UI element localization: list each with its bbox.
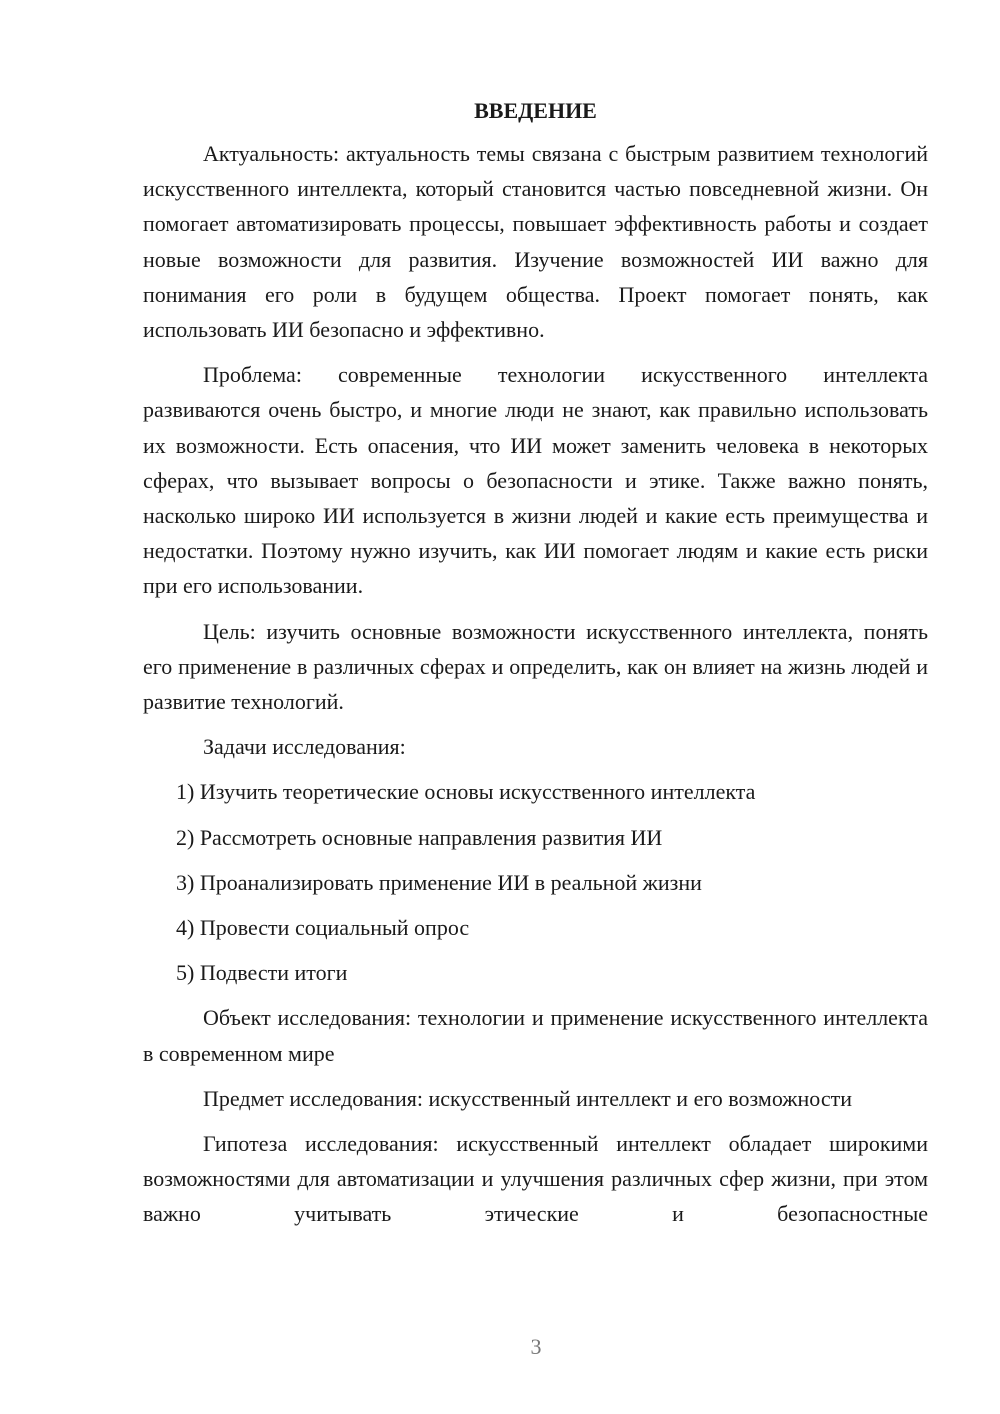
subject-paragraph: Предмет исследования: искусственный интеллект и его возможности — [203, 1085, 852, 1111]
tasks-list — [143, 774, 928, 990]
hypothesis-paragraph: Гипотеза исследования: искусственный интеллект обладает широкими возможностями для автоматизации и улучшения различных сфер жизни, при этом важно учитывать этические и безопасностные — [143, 1131, 928, 1227]
goal-paragraph: Цель: изучить основные возможности искусственного интеллекта, понять его применение в различных сферах и определить, как он влияет на жизнь людей и развитие технологий. — [143, 618, 928, 715]
page-body — [143, 96, 928, 1232]
relevance-paragraph: Актуальность: актуальность темы связана с быстрым развитием технологий искусственного интеллекта, который становится частью повседневной жизни. Он помогает автоматизировать процессы, повышает эффективность работы и создает новые возможности для развития. Изучение возможностей ИИ важно для понимания его роли в будущем общества. Проект помогает понять, как использовать ИИ безопасно и эффективно. — [143, 141, 928, 343]
section-heading: ВВЕДЕНИЕ — [474, 98, 597, 123]
tasks-title: Задачи исследования: — [203, 734, 406, 760]
task-item: 1) Изучить теоретические основы искусственного интеллекта — [176, 779, 756, 805]
task-item: 5) Подвести итоги — [176, 960, 348, 986]
task-item: 2) Рассмотреть основные направления развития ИИ — [176, 824, 663, 850]
task-item: 3) Проанализировать применение ИИ в реальной жизни — [176, 869, 702, 895]
page-number: 3 — [530, 1334, 542, 1359]
task-item: 4) Провести социальный опрос — [176, 915, 470, 941]
problem-paragraph: Проблема: современные технологии искусственного интеллекта развиваются очень быстро, и многие люди не знают, как правильно использовать их возможности. Есть опасения, что ИИ может заменить человека в некоторых сферах, что вызывает вопросы о безопасности и этике. Также важно понять, насколько широко ИИ используется в жизни людей и какие есть преимущества и недостатки. Поэтому нужно изучить, как ИИ помогает людям и какие есть риски при его использовании. — [143, 362, 928, 599]
object-paragraph: Объект исследования: технологии и применение искусственного интеллекта в современном мире — [143, 1005, 928, 1066]
